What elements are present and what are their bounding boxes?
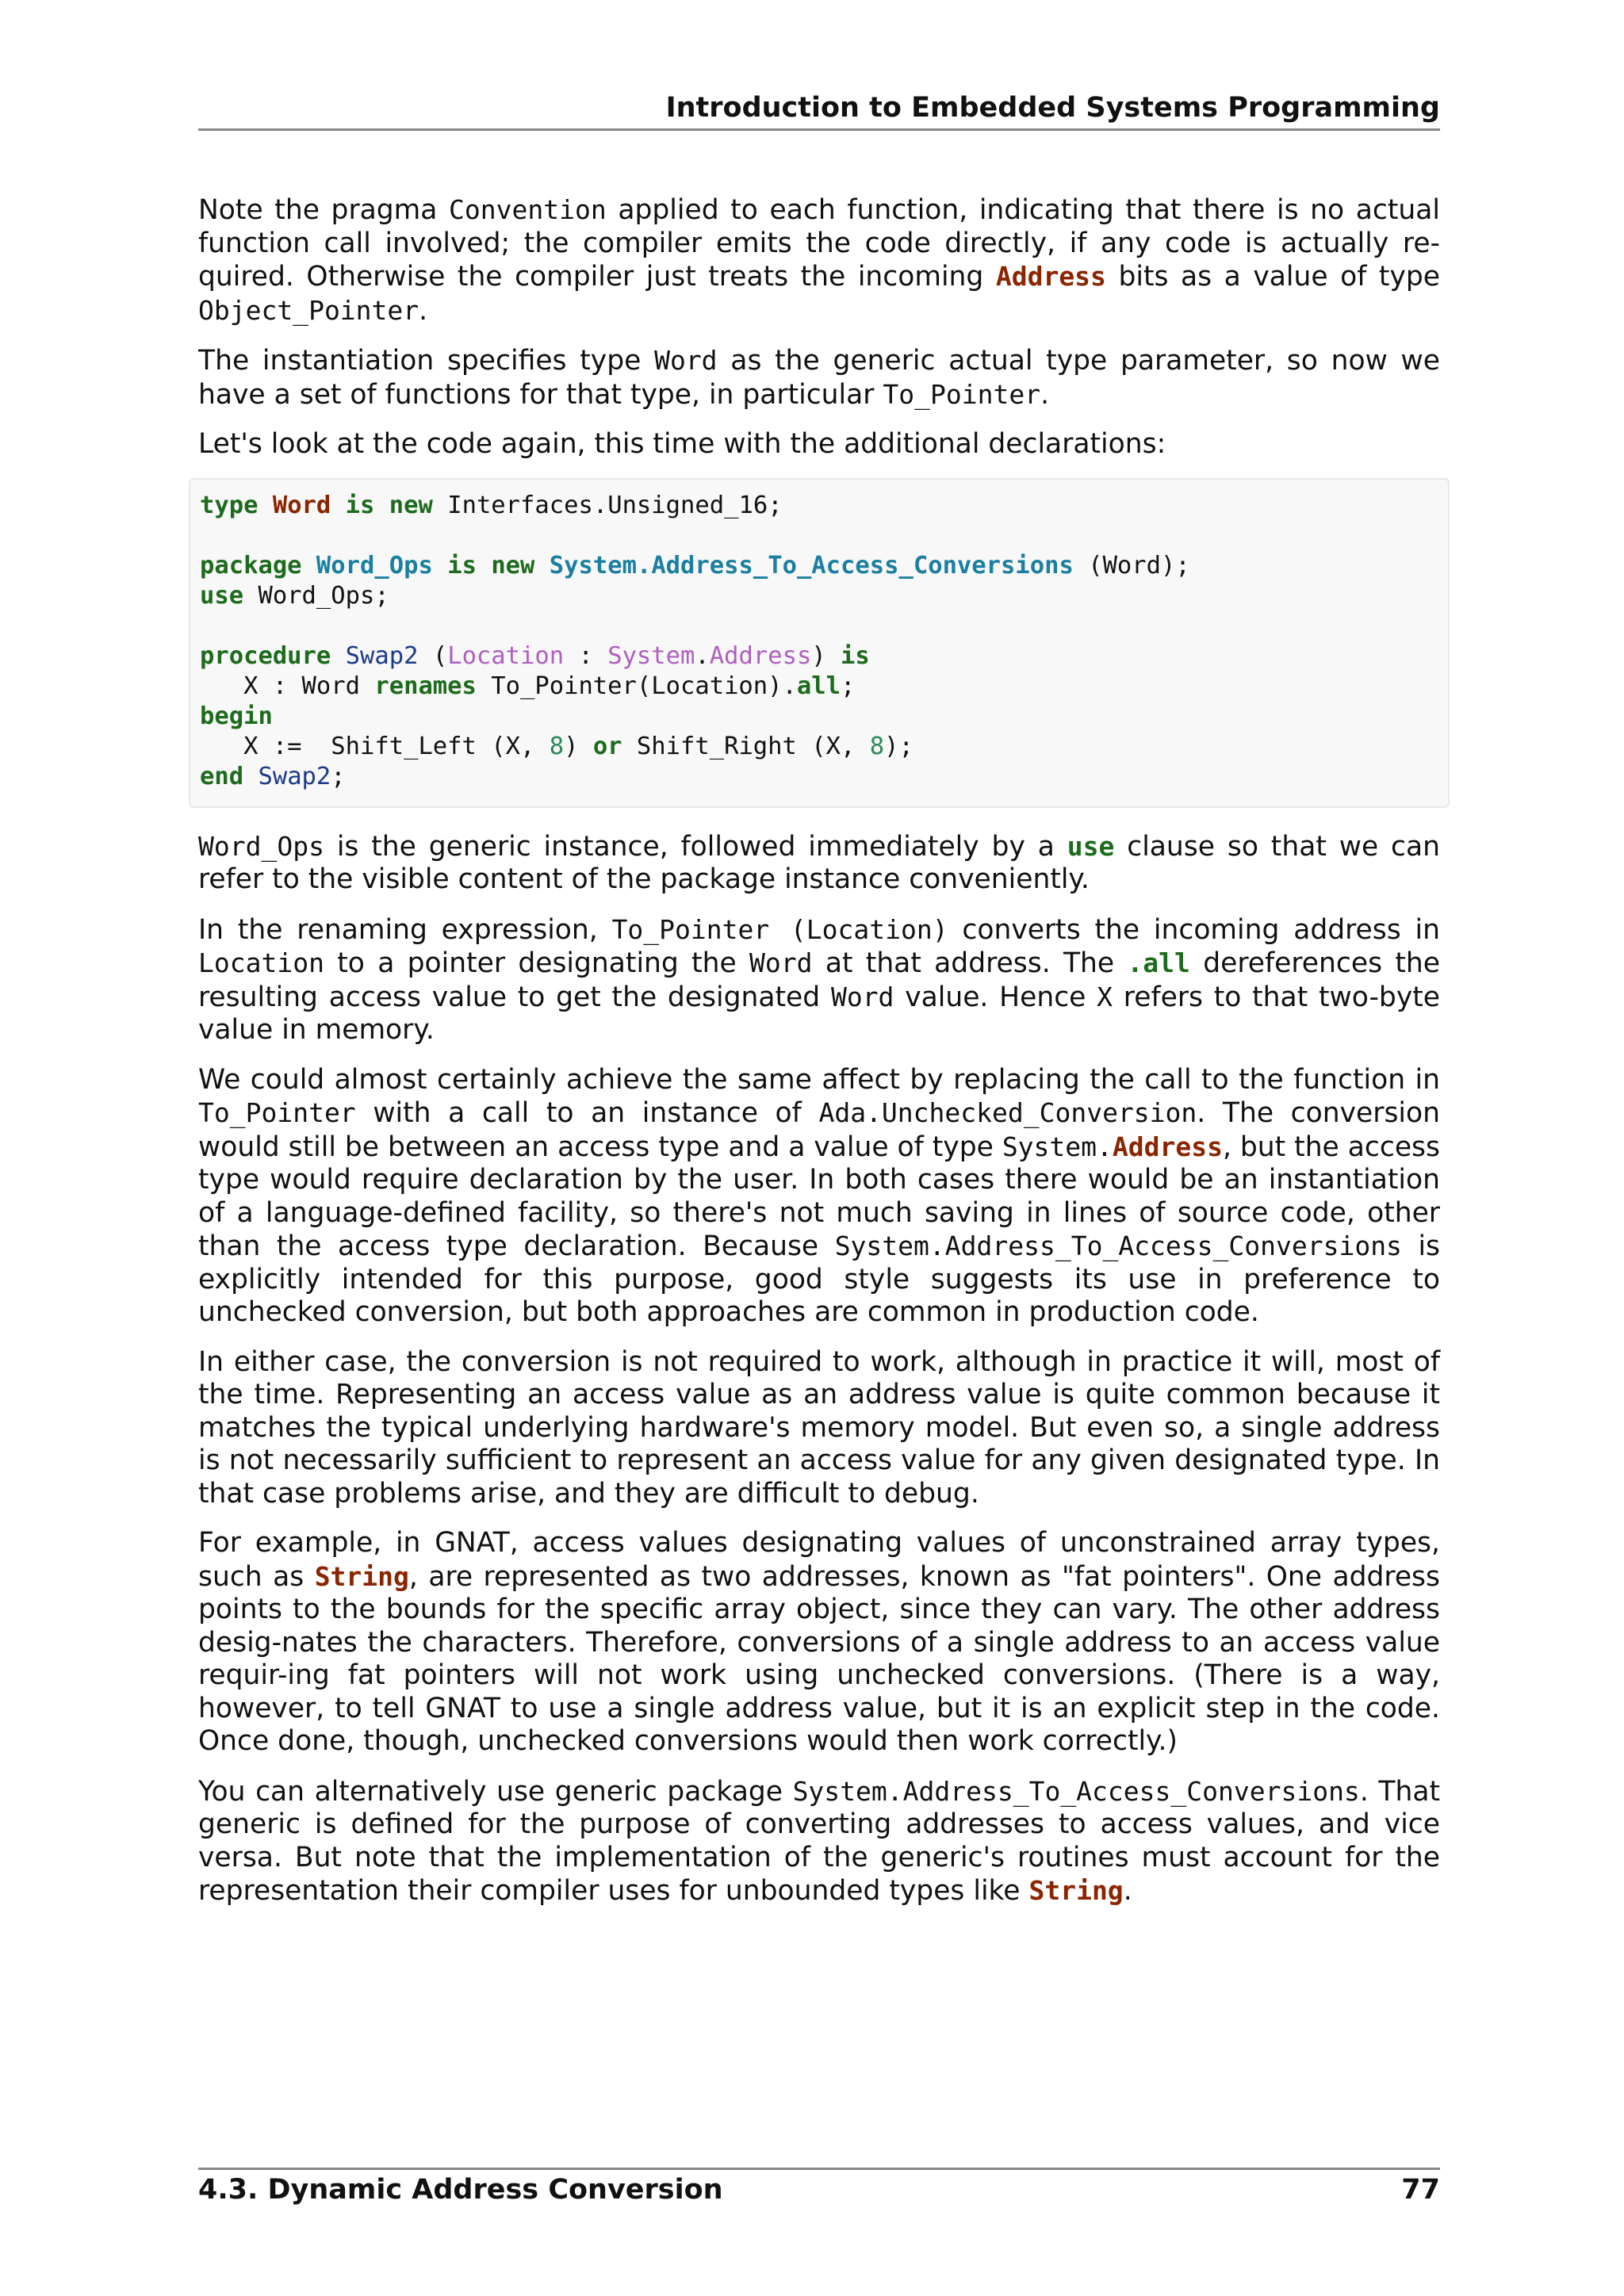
page-number: 77 <box>1401 2174 1440 2206</box>
paragraph-generic-instance: Word_Ops is the generic instance, followed immediately by a use clause so that we can refer to the visible content of the package instance conveniently. <box>198 830 1441 895</box>
document-page <box>198 0 1440 2296</box>
footer-section-title: 4.3. Dynamic Address Conversion <box>198 2174 723 2206</box>
header-rule <box>198 128 1440 131</box>
footer-rule <box>198 2168 1440 2170</box>
code-block: type Word is new Interfaces.Unsigned_16; package Word_Ops is new System.Address_To_Access_Conversions (Word); use Word_Ops; procedure Swap2 (Location : System.Address) is X : Word renames To_Pointer(Location).all; begin X := Shift_Left (X, 8) or Shift_Right (X, 8); end Swap2; <box>189 478 1450 808</box>
page-body <box>198 193 1440 1925</box>
running-header: Introduction to Embedded Systems Programming <box>665 92 1440 124</box>
paragraph-either-case: In either case, the conversion is not required to work, although in practice it will, most of the time. Representing an access value as an address value is quite common because it matches the typical underlying hardware's memory model. But even so, a single address is not necessarily sufficient to represent an access value for any given designated type. In that case problems arise, and they are difficult to debug. <box>198 1345 1440 1510</box>
paragraph-instantiation: The instantiation specifies type Word as the generic actual type parameter, so now we have a set of functions for that type, in particular To_Pointer. <box>198 345 1440 411</box>
paragraph-convention: Note the pragma Convention applied to each function, indicating that there is no actual function call involved; the compiler emits the code directly, if any code is actually re-quired. Otherwise the compiler just treats the incoming Address bits as a value of type Object_Pointer. <box>198 194 1440 327</box>
paragraph-renaming: In the renaming expression, To_Pointer (Location) converts the incoming address in Location to a pointer designating the Word at that address. The .all dereferences the resulting access value to get the designated Word value. Hence X refers to that two-byte value in memory. <box>198 913 1440 1046</box>
paragraph-alternative: You can alternatively use generic package System.Address_To_Access_Conversions. That generic is defined for the purpose of converting addresses to access values, and vice versa. But note that the implementation of the generic's routines must account for the representation their compiler uses for unbounded types like String. <box>198 1775 1440 1907</box>
paragraph-lead-in: Let's look at the code again, this time with the additional declarations: <box>198 428 1166 460</box>
paragraph-fat-pointers: For example, in GNAT, access values designating values of unconstrained array types, such as String, are represented as two addresses, known as "fat pointers". One address points to the bounds for the specific array object, since they can vary. The other address desig-nates the characters. Therefore, conversions of a single address to an access value requir-ing fat pointers will not work using unchecked conversions. (There is a way, however, to tell GNAT to use a single address value, but it is an explicit step in the code. Once done, though, unchecked conversions would then work correctly.) <box>198 1527 1440 1757</box>
paragraph-unchecked-conversion: We could almost certainly achieve the same affect by replacing the call to the function in To_Pointer with a call to an instance of Ada.Unchecked_Conversion. The conversion would still be between an access type and a value of type System.Address, but the access type would require declaration by the user. In both cases there would be an instantiation of a language-defined facility, so there's not much saving in lines of source code, other than the access type declaration. Because System.Address_To_Access_Conversions is explicitly intended for this purpose, good style suggests its use in preference to unchecked conversion, but both approaches are common in production code. <box>198 1063 1441 1328</box>
